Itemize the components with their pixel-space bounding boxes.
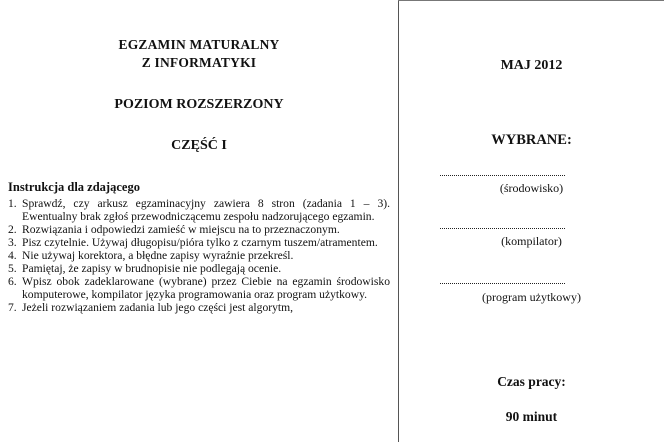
instruction-item — [8, 197, 390, 223]
top-rule — [398, 0, 664, 1]
worktime-value: 90 minut — [505, 409, 558, 424]
instruction-text: Pisz czytelnie. Używaj długopisu/pióra tylko z czarnym tuszem/atramentem. — [22, 236, 378, 249]
instruction-item — [8, 301, 390, 314]
instruction-text: Nie używaj korektora, a błędne zapisy wyraźnie przekreśl. — [22, 249, 294, 262]
instruction-number: 1. — [8, 197, 17, 210]
exam-title-line2: Z INFORMATYKI — [141, 55, 257, 70]
user-program-caption: (program użytkowy) — [482, 290, 581, 304]
instruction-number: 6. — [8, 275, 17, 288]
instruction-item — [8, 223, 390, 236]
instructions-heading: Instrukcja dla zdającego — [8, 180, 140, 194]
instruction-item — [8, 249, 390, 262]
environment-caption: (środowisko) — [499, 181, 564, 195]
instruction-item — [8, 275, 390, 301]
exam-level: POZIOM ROZSZERZONY — [114, 97, 284, 112]
instruction-number: 7. — [8, 301, 17, 314]
instruction-text: Sprawdź, czy arkusz egzaminacyjny zawiera 8 stron (zadania 1 – 3). Ewentualny brak zgłoś przewodniczącemu zespołu nadzorującego egzamin. — [22, 197, 390, 223]
instruction-text: Rozwiązania i odpowiedzi zamieść w miejscu na to przeznaczonym. — [22, 223, 340, 236]
instruction-number: 3. — [8, 236, 17, 249]
instruction-text: Wpisz obok zadeklarowane (wybrane) przez Ciebie na egzamin środowisko komputerowe, kompilator języka programowania oraz program użytkowy. — [22, 275, 390, 301]
instruction-item — [8, 236, 390, 249]
instruction-text: Pamiętaj, że zapisy w brudnopisie nie podlegają ocenie. — [22, 262, 282, 275]
environment-field[interactable] — [440, 175, 565, 176]
worktime-label: Czas pracy: — [497, 374, 566, 389]
instruction-text: Jeżeli rozwiązaniem zadania lub jego części jest algorytm, — [22, 301, 294, 314]
compiler-caption: (kompilator) — [501, 234, 562, 248]
instruction-number: 5. — [8, 262, 17, 275]
exam-date: MAJ 2012 — [500, 58, 563, 73]
instruction-item — [8, 262, 390, 275]
instructions-list — [8, 197, 390, 314]
exam-title-line1: EGZAMIN MATURALNY — [118, 37, 280, 52]
exam-part: CZĘŚĆ I — [171, 138, 227, 153]
instruction-number: 4. — [8, 249, 17, 262]
instruction-number: 2. — [8, 223, 17, 236]
compiler-field[interactable] — [440, 228, 565, 229]
user-program-field[interactable] — [440, 283, 565, 284]
chosen-heading: WYBRANE: — [491, 132, 572, 148]
